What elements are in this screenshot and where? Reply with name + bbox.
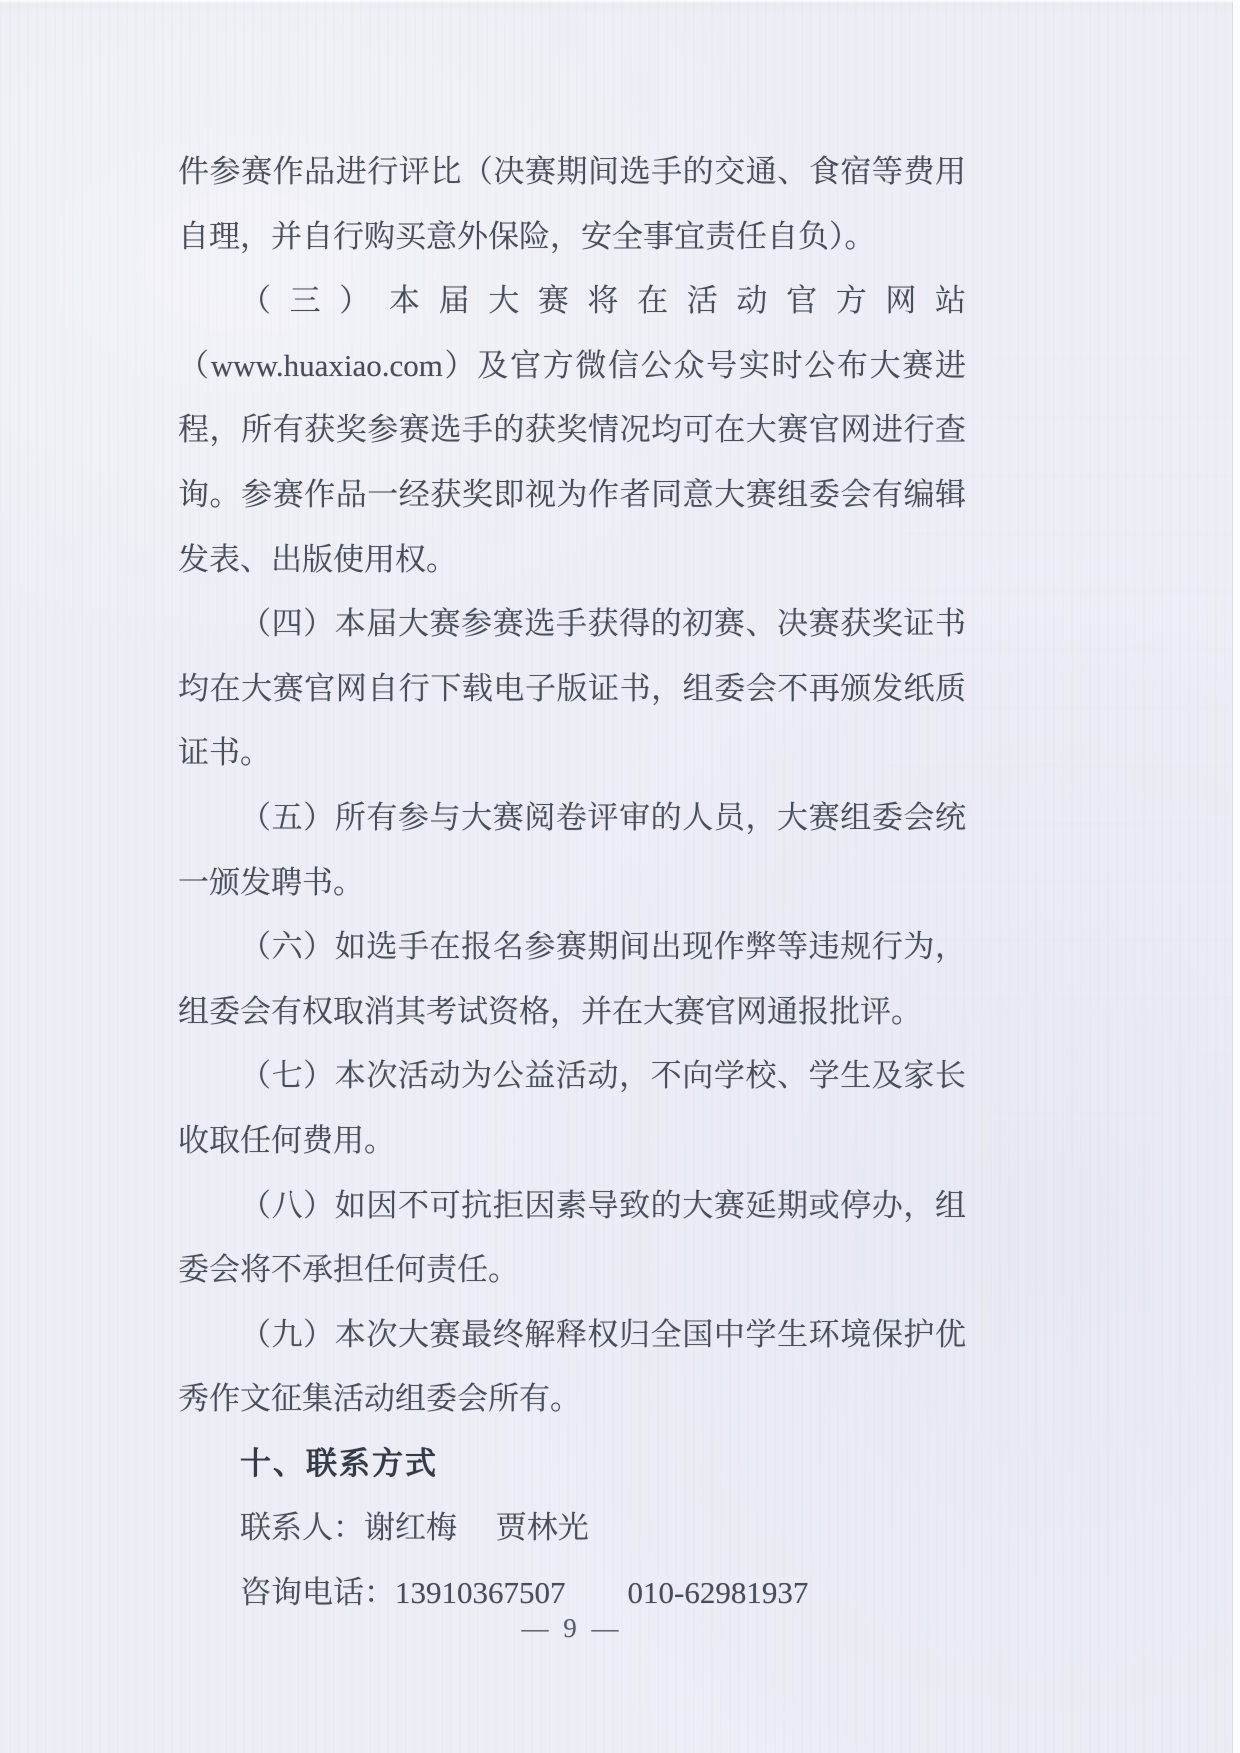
paragraph-item-5: （五）所有参与大赛阅卷评审的人员，大赛组委会统一颁发聘书。 <box>178 799 966 900</box>
document-body <box>178 140 966 1626</box>
page-number: — 9 — <box>521 1613 623 1643</box>
paragraph-item-7: （七）本次活动为公益活动，不向学校、学生及家长收取任何费用。 <box>178 1058 966 1158</box>
paragraph-item-9: （九）本次大赛最终解释权归全国中学生环境保护优秀作文征集活动组委会所有。 <box>178 1316 966 1417</box>
paragraph-item-6: （六）如选手在报名参赛期间出现作弊等违规行为，组委会有权取消其考试资格，并在大赛官网通报批评。 <box>178 929 966 1029</box>
section-heading-contact: 十、联系方式 <box>240 1445 438 1481</box>
paragraph-item-4: （四）本届大赛参赛选手获得的初赛、决赛获奖证书均在大赛官网自行下载电子版证书，组委会不再颁发纸质证书。 <box>178 606 966 771</box>
scan-right-edge <box>1232 0 1240 1753</box>
page-footer <box>178 1613 966 1644</box>
paragraph-continuation: 件参赛作品进行评比（决赛期间选手的交通、食宿等费用自理，并自行购买意外保险，安全事宜责任自负）。 <box>178 154 966 254</box>
contact-person-line: 联系人：谢红梅 贾林光 <box>240 1510 589 1546</box>
contact-phone-line: 咨询电话：13910367507 010-62981937 <box>240 1575 809 1611</box>
paragraph-item-3: （三）本届大赛将在活动官方网站（www.huaxiao.com）及官方微信公众号实时公布大赛进程，所有获奖参赛选手的获奖情况均可在大赛官网进行查询。参赛作品一经获奖即视为作者同意大赛组委会有编辑发表、出版使用权。 <box>178 283 966 577</box>
paragraph-item-8: （八）如因不可抗拒因素导致的大赛延期或停办，组委会将不承担任何责任。 <box>178 1187 966 1288</box>
